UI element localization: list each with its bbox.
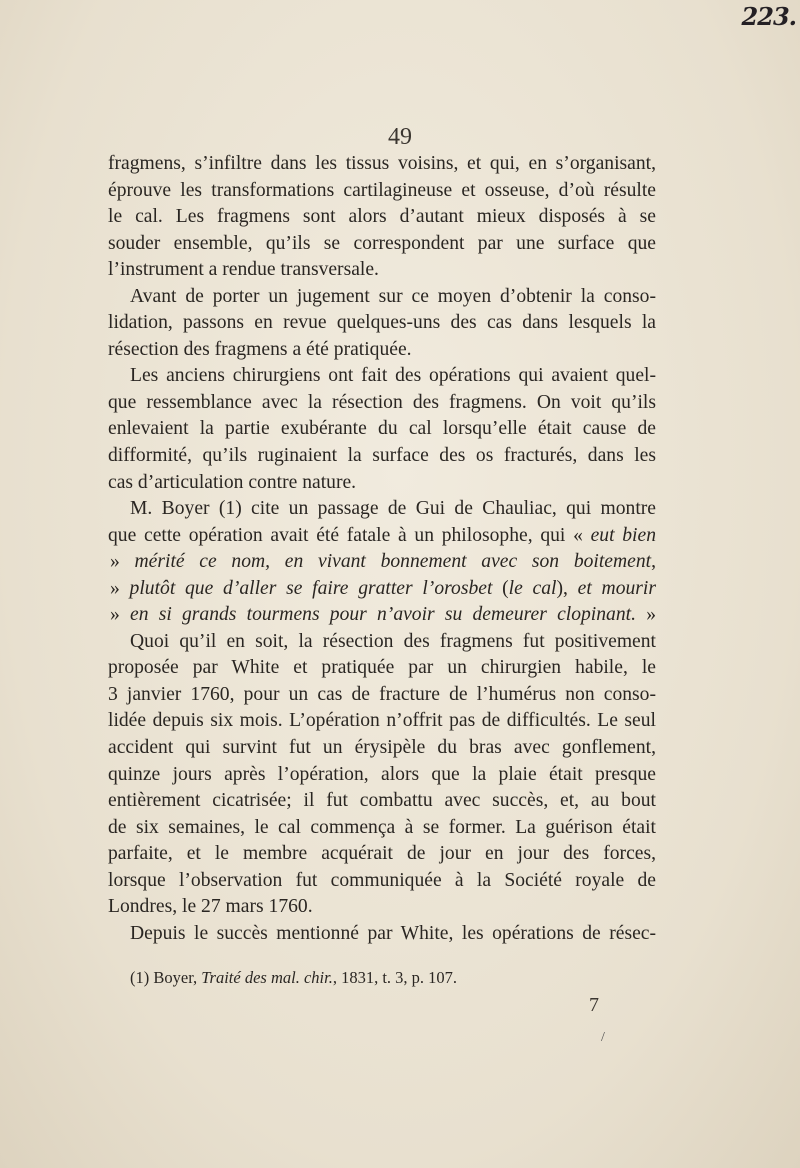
text-line	[108, 549, 656, 576]
text-line	[108, 921, 656, 948]
text-segment: Depuis le succès mentionné par White, les opérations de résec-	[130, 922, 656, 944]
text-segment: Londres, le 27 mars 1760.	[108, 896, 313, 918]
text-line	[108, 602, 656, 629]
italic-segment: plutôt que d’aller se faire gratter l’orosbet	[129, 577, 493, 599]
text-line	[108, 868, 656, 895]
text-line	[108, 257, 656, 284]
italic-segment: Traité des mal. chir.	[201, 968, 333, 987]
text-segment: entièrement cicatrisée; il fut combattu avec succès, et, au bout	[108, 790, 656, 812]
text-segment: ,	[651, 551, 656, 573]
text-segment: Avant de porter un jugement sur ce moyen d’obtenir la conso-	[130, 285, 656, 307]
text-segment: éprouve les transformations cartilagineuse et osseuse, d’où résulte	[108, 179, 656, 201]
text-segment: lorsque l’observation fut communiquée à la Société royale de	[108, 869, 656, 891]
text-segment: proposée par White et pratiquée par un chirurgien habile, le	[108, 657, 656, 679]
text-segment: lidée depuis six mois. L’opération n’offrit pas de difficultés. Le seul	[108, 710, 656, 732]
text-line	[108, 682, 656, 709]
text-line	[108, 416, 656, 443]
handwritten-folio-number: 223.	[741, 2, 796, 31]
text-line	[108, 470, 656, 497]
text-segment: »	[635, 604, 656, 626]
text-line	[108, 496, 656, 523]
text-segment: , 1831, t. 3, p. 107.	[332, 968, 458, 987]
text-line	[108, 735, 656, 762]
text-line	[108, 841, 656, 868]
text-segment: résection des fragmens a été pratiquée.	[108, 338, 412, 360]
text-segment: quinze jours après l’opération, alors que la plaie était presque	[108, 763, 656, 785]
italic-segment: le cal	[508, 577, 557, 599]
text-line	[108, 363, 656, 390]
text-line	[108, 337, 656, 364]
text-line	[108, 894, 656, 921]
italic-segment: en si grands tourmens pour n’avoir su demeurer clopinant.	[130, 604, 636, 626]
text-line	[108, 815, 656, 842]
text-segment: accident qui survint fut un érysipèle du bras avec gonflement,	[108, 737, 656, 759]
text-line	[108, 151, 656, 178]
text-line	[108, 390, 656, 417]
text-segment: M. Boyer (1) cite un passage de Gui de Chauliac, qui montre	[130, 498, 656, 520]
text-line	[108, 708, 656, 735]
italic-segment: mérité ce nom, en vivant bonnement avec son boitement	[134, 551, 652, 573]
text-segment: 3 janvier 1760, pour un cas de fracture de l’humérus non conso-	[108, 683, 656, 705]
italic-segment: eut bien	[590, 524, 656, 546]
text-segment: »	[110, 551, 135, 573]
text-segment: enlevaient la partie exubérante du cal lorsqu’elle était cause de	[108, 418, 656, 440]
text-line	[108, 284, 656, 311]
text-segment: de six semaines, le cal commença à se former. La guérison était	[108, 816, 656, 838]
text-segment: que ressemblance avec la résection des fragmens. On voit qu’ils	[108, 391, 656, 413]
signature-mark: 7	[589, 994, 599, 1016]
text-line	[108, 310, 656, 337]
text-line	[108, 231, 656, 258]
bottom-mark: /	[601, 1030, 605, 1045]
page-number: 49	[388, 124, 412, 150]
text-line	[108, 762, 656, 789]
text-segment: le cal. Les fragmens sont alors d’autant mieux disposés à se	[108, 206, 656, 228]
text-segment: souder ensemble, qu’ils se correspondent par une surface que	[108, 232, 656, 254]
footnote	[130, 968, 650, 988]
italic-segment: et mourir	[577, 577, 656, 599]
text-line	[108, 523, 656, 550]
text-segment: difformité, qu’ils ruginaient la surface des os fracturés, dans les	[108, 445, 656, 467]
text-line	[108, 178, 656, 205]
text-segment: lidation, passons en revue quelques-uns des cas dans lesquels la	[108, 312, 656, 334]
text-segment: »	[110, 604, 131, 626]
text-line	[108, 788, 656, 815]
text-segment: cas d’articulation contre nature.	[108, 471, 357, 493]
body-text	[108, 151, 656, 947]
text-segment: l’instrument a rendue transversale.	[108, 259, 379, 281]
text-segment: Les anciens chirurgiens ont fait des opérations qui avaient quel-	[130, 365, 656, 387]
text-segment: Quoi qu’il en soit, la résection des fragmens fut positivement	[130, 630, 656, 652]
text-segment: fragmens, s’infiltre dans les tissus voisins, et qui, en s’organisant,	[108, 153, 656, 174]
text-segment: ),	[556, 577, 578, 599]
text-line	[108, 655, 656, 682]
text-line	[108, 204, 656, 231]
text-segment: que cette opération avait été fatale à un philosophe, qui «	[108, 524, 591, 546]
text-segment: »	[110, 577, 130, 599]
text-line	[108, 576, 656, 603]
text-segment: (	[492, 577, 509, 599]
text-line	[108, 443, 656, 470]
text-segment: (1) Boyer,	[130, 968, 202, 987]
text-line	[108, 629, 656, 656]
text-segment: parfaite, et le membre acquérait de jour en jour des forces,	[108, 843, 656, 865]
